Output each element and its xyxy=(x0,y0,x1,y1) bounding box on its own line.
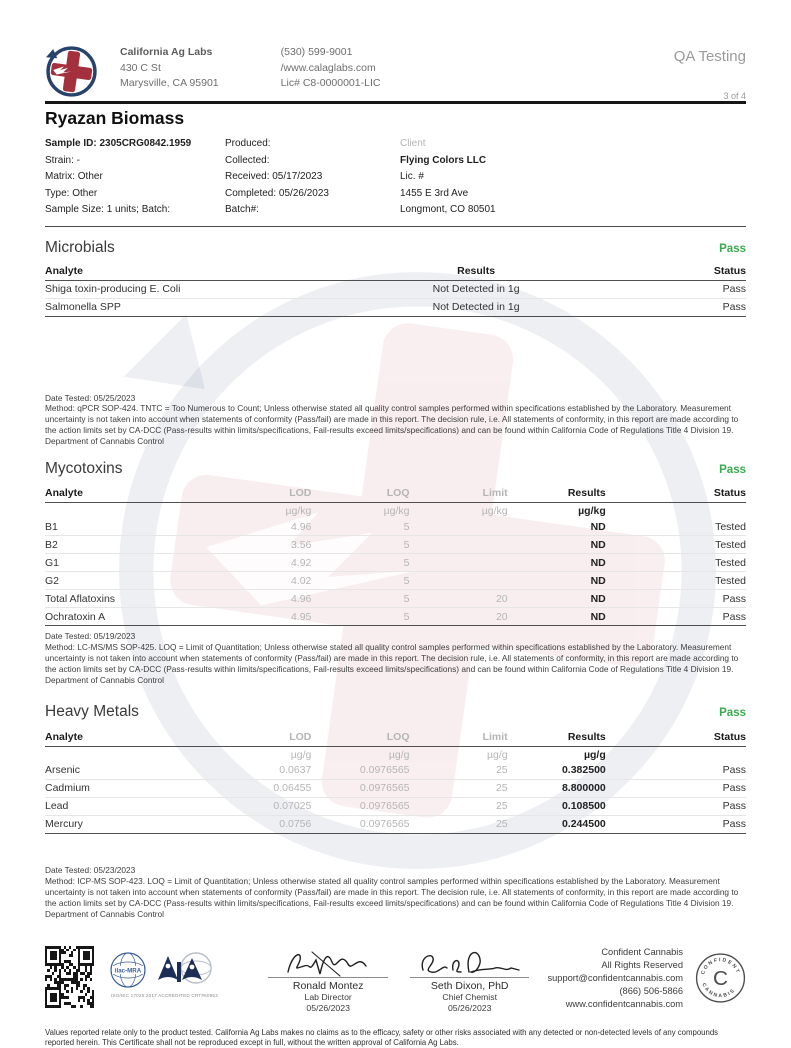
table-row xyxy=(45,590,746,608)
units-row xyxy=(45,503,746,519)
signer-name: Seth Dixon, PhD xyxy=(430,979,509,992)
cell-status: Tested xyxy=(606,536,746,554)
table-row xyxy=(45,608,746,626)
mycotoxins-status-badge: Pass xyxy=(719,464,746,477)
cell-limit: 25 xyxy=(410,762,508,780)
heavy-metals-status-badge: Pass xyxy=(719,706,746,719)
col-status: Status xyxy=(606,729,746,747)
heavy-metals-title: Heavy Metals xyxy=(45,702,139,720)
unit-loq: µg/kg xyxy=(383,505,410,518)
mycotoxins-table xyxy=(45,485,746,626)
col-analyte: Analyte xyxy=(45,729,213,747)
sample-id: Sample ID: 2305CRG0842.1959 xyxy=(45,138,192,149)
unit-results: µg/kg xyxy=(578,505,606,518)
cell-analyte: B2 xyxy=(45,536,213,554)
cell-loq: 0.0976565 xyxy=(311,779,409,797)
cell-status: Pass xyxy=(606,762,746,780)
cell-results: ND xyxy=(508,572,606,590)
col-lod: LOD xyxy=(213,485,311,503)
sample-produced: Produced: xyxy=(225,138,271,149)
cell-limit: 20 xyxy=(410,608,508,626)
sample-batch: Batch#: xyxy=(225,204,259,215)
cell-analyte: Total Aflatoxins xyxy=(45,590,213,608)
page-indicator: 3 of 4 xyxy=(723,91,746,101)
mycotoxins-date-tested: Date Tested: 05/19/2023 xyxy=(45,631,136,642)
cell-loq: 5 xyxy=(311,536,409,554)
accreditation-text: ISO/IEC 17025:2017 ACCREDITED CRT#60953 xyxy=(110,992,218,998)
sample-matrix: Matrix: Other xyxy=(45,171,103,182)
cell-analyte: Lead xyxy=(45,797,213,815)
signer-title: Chief Chemist xyxy=(442,991,497,1002)
col-status: Status xyxy=(606,485,746,503)
cell-loq: 0.0976565 xyxy=(311,762,409,780)
sample-info-col1 xyxy=(45,136,225,219)
col-results: Results xyxy=(508,729,606,747)
sample-info xyxy=(45,136,746,219)
table-row xyxy=(45,797,746,815)
microbials-method: Method: qPCR SOP-424. TNTC = Too Numerous to Count; Unless otherwise stated all quality control samples performed within specifications established by the Laboratory. Measurement uncertainty is not taken into account when statements of conformity (Pass/fail) are made in this report. The decision rule, i.e. All statements of conformity, in this report are made according to the action limits set by CA-DCC (Pass-results within limits/specifications, Fail-results exceed limits/specifications) and can be found within California Code of Regulations Title 4 Division 19. Department of Cannabis Control xyxy=(45,403,739,447)
unit-limit: µg/kg xyxy=(481,505,508,518)
footer xyxy=(45,946,746,1014)
heavy-metals-date-tested: Date Tested: 05/23/2023 xyxy=(45,864,136,875)
cc-phone: (866) 506-5866 xyxy=(619,985,684,996)
cell-results: ND xyxy=(508,608,606,626)
col-analyte: Analyte xyxy=(45,485,213,503)
heavy-metals-table xyxy=(45,729,746,834)
cell-loq: 5 xyxy=(311,518,409,536)
col-status: Status xyxy=(592,263,746,281)
signature-ronald-montez-icon xyxy=(282,946,374,980)
sample-size: Sample Size: 1 units; Batch: xyxy=(45,204,171,215)
svg-text:ilac-MRA: ilac-MRA xyxy=(115,966,142,974)
heavy-metals-header-row xyxy=(45,729,746,747)
lab-name: California Ag Labs xyxy=(120,46,213,58)
lab-license: Lic# C8-0000001-LIC xyxy=(280,77,381,89)
client-name: Flying Colors LLC xyxy=(400,154,487,166)
cell-limit xyxy=(410,536,508,554)
col-results: Results xyxy=(360,263,591,281)
col-limit: Limit xyxy=(410,729,508,747)
cell-results: ND xyxy=(508,518,606,536)
cell-limit: 25 xyxy=(410,797,508,815)
cell-lod: 0.07025 xyxy=(213,797,311,815)
cell-status: Pass xyxy=(606,608,746,626)
sample-completed: Completed: 05/26/2023 xyxy=(225,187,329,199)
unit-lod: µg/g xyxy=(290,748,312,761)
svg-text:CONFIDENT: CONFIDENT xyxy=(700,956,741,976)
header-divider xyxy=(45,101,746,104)
client-address1: 1455 E 3rd Ave xyxy=(400,187,469,199)
signer-date: 05/26/2023 xyxy=(306,1002,350,1013)
heavy-metals-section-header xyxy=(45,703,746,721)
cell-results: 0.382500 xyxy=(508,762,606,780)
cell-lod: 0.06455 xyxy=(213,779,311,797)
table-row xyxy=(45,554,746,572)
cell-analyte: Shiga toxin-producing E. Coli xyxy=(45,280,360,298)
cell-results: ND xyxy=(508,536,606,554)
heavy-metals-notes xyxy=(45,865,746,920)
table-row xyxy=(45,298,746,316)
cell-analyte: G2 xyxy=(45,572,213,590)
table-row xyxy=(45,280,746,298)
mycotoxins-notes xyxy=(45,631,746,686)
unit-limit: µg/g xyxy=(486,748,508,761)
cell-limit: 25 xyxy=(410,815,508,833)
col-lod: LOD xyxy=(213,729,311,747)
col-analyte: Analyte xyxy=(45,263,360,281)
cell-lod: 3.56 xyxy=(213,536,311,554)
report-header xyxy=(45,45,746,101)
svg-text:CANNABIS: CANNABIS xyxy=(700,981,737,999)
confident-cannabis-stamp-icon xyxy=(695,946,746,1010)
sample-strain: Strain: - xyxy=(45,154,81,166)
col-limit: Limit xyxy=(410,485,508,503)
cell-status: Pass xyxy=(606,815,746,833)
cell-lod: 4.96 xyxy=(213,590,311,608)
table-row xyxy=(45,518,746,536)
client-label: Client xyxy=(400,138,426,149)
table-row xyxy=(45,779,746,797)
lab-address-line2: Marysville, CA 95901 xyxy=(120,77,219,89)
signer-name: Ronald Montez xyxy=(292,979,364,992)
qr-code-icon xyxy=(45,946,94,1008)
lab-address-line1: 430 C St xyxy=(120,61,161,74)
cell-status: Tested xyxy=(606,554,746,572)
sample-received: Received: 05/17/2023 xyxy=(225,171,323,182)
signer-date: 05/26/2023 xyxy=(447,1002,492,1013)
microbials-title: Microbials xyxy=(45,238,115,256)
cell-analyte: Arsenic xyxy=(45,762,213,780)
accreditation-block xyxy=(108,946,220,998)
client-address2: Longmont, CO 80501 xyxy=(400,204,496,215)
cell-loq: 5 xyxy=(311,608,409,626)
microbials-header-row xyxy=(45,263,746,281)
cell-results: Not Detected in 1g xyxy=(360,298,591,316)
table-row xyxy=(45,572,746,590)
cell-lod: 4.02 xyxy=(213,572,311,590)
cell-lod: 0.0637 xyxy=(213,762,311,780)
cell-status: Pass xyxy=(606,779,746,797)
microbials-table xyxy=(45,263,746,317)
cell-limit: 25 xyxy=(410,779,508,797)
microbials-status-badge: Pass xyxy=(719,242,746,255)
signature-line xyxy=(410,977,530,978)
cell-analyte: Salmonella SPP xyxy=(45,298,360,316)
cell-analyte: G1 xyxy=(45,554,213,572)
client-info-col xyxy=(400,136,620,219)
cell-results: 0.108500 xyxy=(508,797,606,815)
mycotoxins-title: Mycotoxins xyxy=(45,460,123,478)
svg-text:C: C xyxy=(713,966,728,990)
cell-limit xyxy=(410,554,508,572)
sample-collected: Collected: xyxy=(225,154,270,166)
unit-lod: µg/kg xyxy=(285,505,312,518)
header-right xyxy=(674,45,746,101)
sample-info-col2 xyxy=(225,136,400,219)
cell-analyte: B1 xyxy=(45,518,213,536)
cell-loq: 0.0976565 xyxy=(311,797,409,815)
mycotoxins-header-row xyxy=(45,485,746,503)
cc-rights: All Rights Reserved xyxy=(601,959,684,970)
cell-results: Not Detected in 1g xyxy=(360,280,591,298)
lab-website: /www.calaglabs.com xyxy=(280,61,376,74)
cell-results: ND xyxy=(508,554,606,572)
sample-type: Type: Other xyxy=(45,187,98,199)
heavy-metals-method: Method: ICP-MS SOP-423. LOQ = Limit of Quantitation; Unless otherwise stated all quality control samples performed within specifications established by the Laboratory. Measurement uncertainty is not taken into account when statements of conformity (Pass/fail) are made in this report. The decision rule, i.e. All statements of conformity, in this report are made according to the action limits set by CA-DCC (Pass-results within limits/specifications, Fail-results exceed limits/specifications) and can be found within California Code of Regulations Title 4 Division 19. Department of Cannabis Control xyxy=(45,875,739,919)
lab-phone: (530) 599-9001 xyxy=(280,46,353,58)
cell-status: Pass xyxy=(606,797,746,815)
cell-lod: 4.96 xyxy=(213,518,311,536)
signature-seth-dixon-icon xyxy=(415,946,525,980)
pjla-logo-icon xyxy=(152,950,220,990)
section-divider xyxy=(45,226,746,227)
col-loq: LOQ xyxy=(311,485,409,503)
lab-logo-icon xyxy=(45,45,98,98)
cell-results: 8.800000 xyxy=(508,779,606,797)
cell-status: Pass xyxy=(606,590,746,608)
cell-status: Pass xyxy=(592,280,746,298)
page-title: Ryazan Biomass xyxy=(45,108,185,128)
microbials-notes xyxy=(45,393,746,448)
cell-status: Tested xyxy=(606,518,746,536)
unit-results: µg/g xyxy=(583,748,606,761)
cc-email: support@confidentcannabis.com xyxy=(547,972,684,983)
signature-line xyxy=(268,977,388,978)
cell-analyte: Ochratoxin A xyxy=(45,608,213,626)
cell-loq: 5 xyxy=(311,554,409,572)
cell-analyte: Mercury xyxy=(45,815,213,833)
cell-limit xyxy=(410,572,508,590)
col-results: Results xyxy=(508,485,606,503)
microbials-section-header xyxy=(45,239,746,257)
signer-title: Lab Director xyxy=(304,991,352,1002)
unit-loq: µg/g xyxy=(388,748,410,761)
units-row xyxy=(45,746,746,762)
signature-block-lab-director xyxy=(268,946,388,1014)
col-loq: LOQ xyxy=(311,729,409,747)
table-row xyxy=(45,762,746,780)
microbials-date-tested: Date Tested: 05/25/2023 xyxy=(45,392,136,403)
cc-website: www.confidentcannabis.com xyxy=(565,998,684,1009)
table-row xyxy=(45,815,746,833)
lab-address-block xyxy=(120,45,219,92)
cell-status: Pass xyxy=(592,298,746,316)
signature-block-chief-chemist xyxy=(410,946,530,1014)
table-row xyxy=(45,536,746,554)
ilac-mra-logo-icon xyxy=(108,950,148,990)
cell-loq: 5 xyxy=(311,590,409,608)
cell-results: ND xyxy=(508,590,606,608)
cell-results: 0.244500 xyxy=(508,815,606,833)
cell-loq: 5 xyxy=(311,572,409,590)
cell-analyte: Cadmium xyxy=(45,779,213,797)
cell-status: Tested xyxy=(606,572,746,590)
cell-lod: 4.95 xyxy=(213,608,311,626)
mycotoxins-section-header xyxy=(45,460,746,478)
cc-name: Confident Cannabis xyxy=(601,946,684,957)
disclaimer-text: Values reported relate only to the product tested. California Ag Labs makes no claims as to the efficacy, safety or other risks associated with any detected or non-detected levels of any compounds reported herein. This Certificate shall not be reproduced except in full, without the written approval of California Ag Labs. xyxy=(45,1027,719,1047)
cell-loq: 0.0976565 xyxy=(311,815,409,833)
mycotoxins-method: Method: LC-MS/MS SOP-425. LOQ = Limit of Quantitation; Unless otherwise stated all quality control samples performed within specifications established by the Laboratory. Measurement uncertainty is not taken into account when statements of conformity (Pass/fail) are made in this report. The decision rule, i.e. All statements of conformity, in this report are made according to the action limits set by CA-DCC (Pass-results within limits/specifications, Fail-results exceed limits/specifications) and can be found within California Code of Regulations Title 4 Division 19. Department of Cannabis Control xyxy=(45,642,739,685)
cell-limit: 20 xyxy=(410,590,508,608)
cell-lod: 0.0756 xyxy=(213,815,311,833)
client-license: Lic. # xyxy=(400,171,424,182)
report-type: QA Testing xyxy=(673,48,746,65)
confident-cannabis-block xyxy=(547,946,683,1011)
cell-lod: 4.92 xyxy=(213,554,311,572)
lab-contact-block xyxy=(281,45,381,92)
cell-limit xyxy=(410,518,508,536)
